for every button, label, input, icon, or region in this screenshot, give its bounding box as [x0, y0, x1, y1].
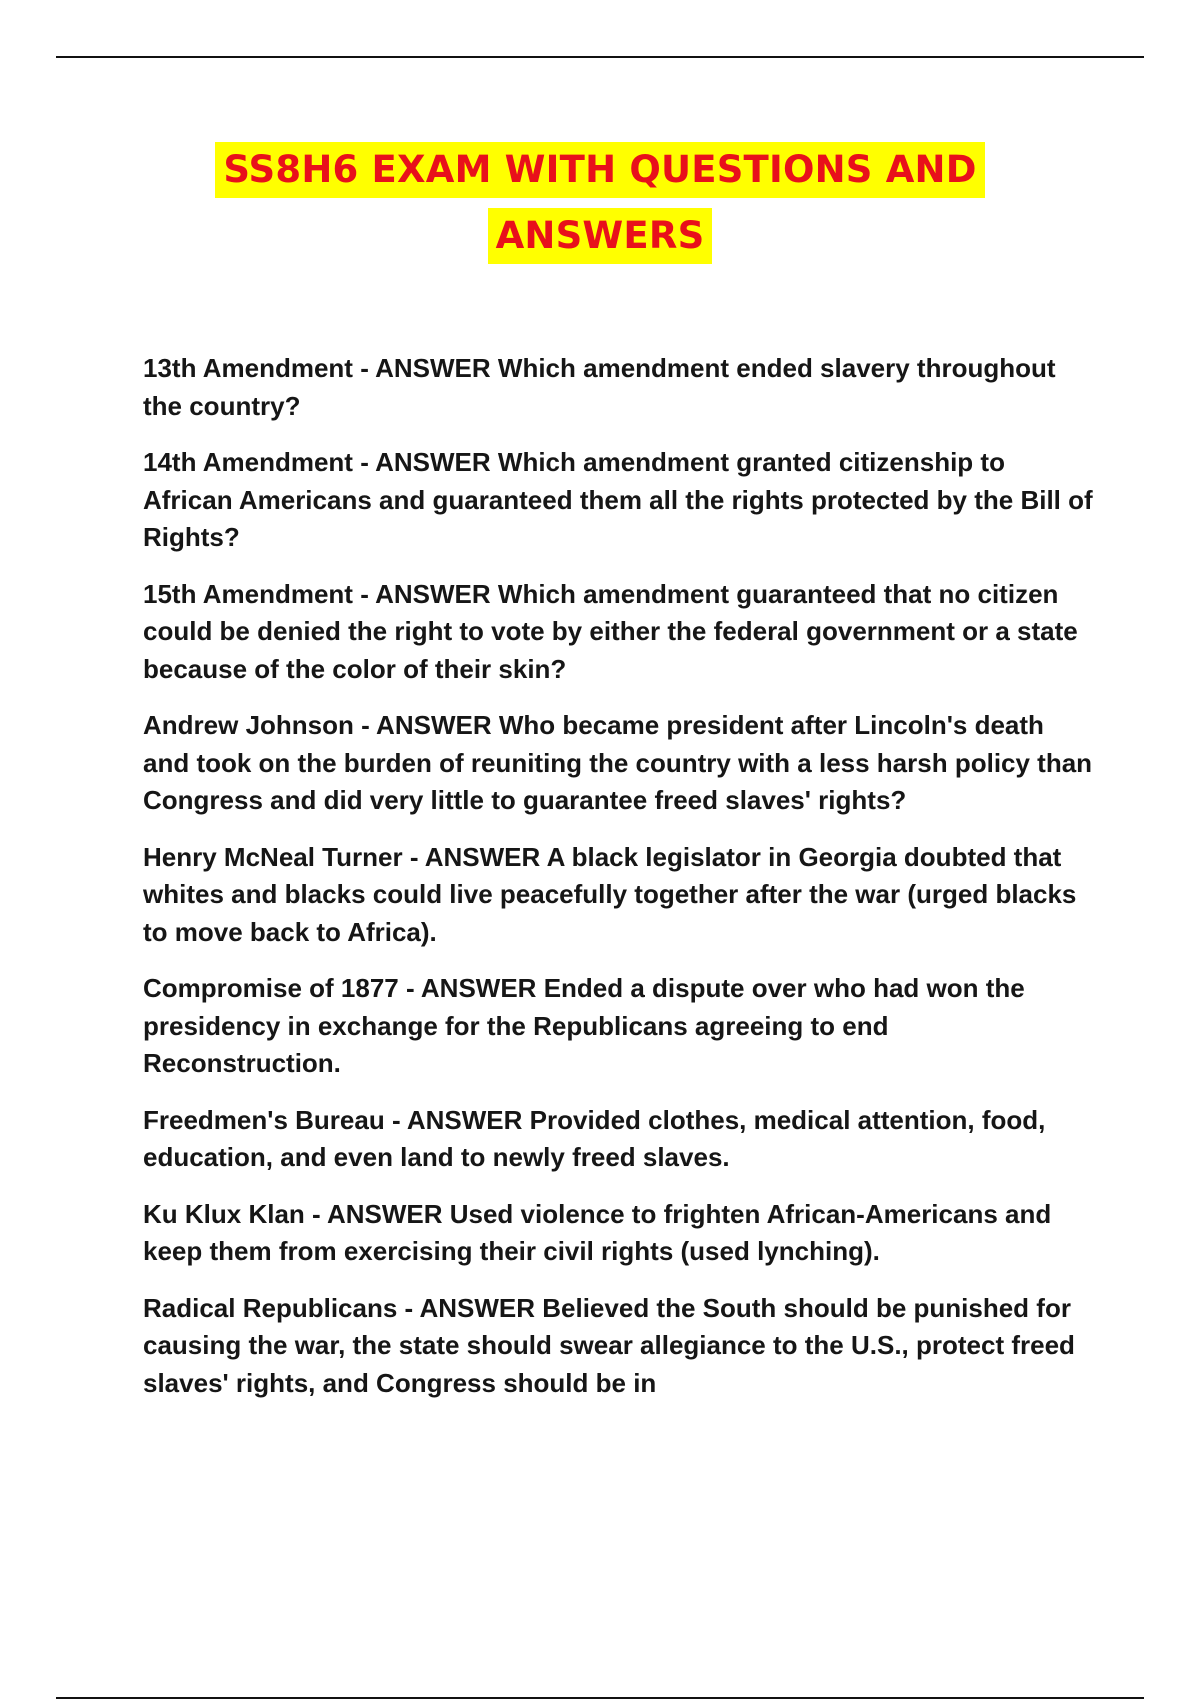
qa-text: Which amendment ended slavery throughout the country?	[143, 353, 1056, 421]
qa-separator: -	[352, 578, 376, 609]
qa-term: Ku Klux Klan	[143, 1198, 305, 1229]
qa-item-andrew-johnson	[143, 707, 1093, 820]
qa-answer-label: ANSWER	[375, 353, 491, 383]
qa-term: 13th Amendment	[143, 353, 353, 383]
qa-text: Who became president after Lincoln's death and took on the burden of reuniting the country with a less harsh policy than Congress and did very little to guarantee freed slaves' rights?	[143, 710, 1093, 815]
qa-answer-label: ANSWER	[406, 1104, 523, 1135]
qa-list	[143, 350, 1093, 1421]
qa-term: 15th Amendment	[143, 578, 353, 609]
qa-item-14th-amendment	[143, 444, 1093, 557]
qa-separator: -	[353, 710, 377, 740]
title-line-1: SS8H6 EXAM WITH QUESTIONS AND	[215, 142, 984, 198]
qa-answer-label: ANSWER	[375, 578, 491, 609]
title-line-2: ANSWERS	[488, 208, 713, 264]
qa-text: Used violence to frighten African-Americans and keep them from exercising their civil rights (used lynching).	[143, 1198, 1052, 1266]
qa-item-compromise-of-1877	[143, 970, 1093, 1083]
qa-item-freedmens-bureau	[143, 1102, 1093, 1177]
qa-answer-label: ANSWER	[376, 710, 492, 740]
qa-text: Provided clothes, medical attention, food, education, and even land to newly freed slaves.	[143, 1104, 1046, 1172]
qa-separator: -	[397, 1292, 420, 1323]
qa-term: 14th Amendment	[143, 447, 353, 477]
qa-item-radical-republicans	[143, 1290, 1093, 1403]
qa-item-ku-klux-klan	[143, 1196, 1093, 1271]
qa-term: Freedmen's Bureau	[143, 1104, 385, 1135]
qa-separator: -	[384, 1104, 407, 1135]
qa-term: Henry McNeal Turner	[143, 841, 403, 872]
qa-separator: -	[304, 1198, 327, 1229]
qa-text: Believed the South should be punished for causing the war, the state should swear allegiance to the U.S., protect freed slaves' rights, and Congress should be in	[143, 1292, 1075, 1398]
qa-item-13th-amendment	[143, 350, 1093, 425]
qa-separator: -	[398, 973, 421, 1003]
qa-separator: -	[352, 447, 376, 477]
qa-separator: -	[402, 841, 425, 872]
qa-term: Radical Republicans	[143, 1292, 398, 1323]
page-title	[0, 142, 1200, 264]
qa-text: Ended a dispute over who had won the presidency in exchange for the Republicans agreeing to end Reconstruction.	[143, 973, 1025, 1078]
qa-text: A black legislator in Georgia doubted that whites and blacks could live peacefully together after the war (urged blacks to move back to Africa).	[143, 841, 1077, 947]
qa-answer-label: ANSWER	[424, 841, 541, 872]
qa-separator: -	[352, 353, 376, 383]
qa-term: Andrew Johnson	[143, 710, 354, 740]
qa-text: Which amendment granted citizenship to African Americans and guaranteed them all the rights protected by the Bill of Rights?	[143, 447, 1093, 552]
qa-answer-label: ANSWER	[420, 973, 537, 1003]
qa-term: Compromise of 1877	[143, 973, 399, 1003]
qa-item-henry-mcneal-turner	[143, 839, 1093, 952]
top-rule	[56, 56, 1144, 58]
qa-answer-label: ANSWER	[326, 1198, 443, 1229]
qa-answer-label: ANSWER	[419, 1292, 536, 1323]
qa-answer-label: ANSWER	[375, 447, 491, 477]
bottom-rule	[56, 1697, 1144, 1699]
qa-item-15th-amendment	[143, 576, 1093, 689]
qa-text: Which amendment guaranteed that no citizen could be denied the right to vote by either the federal government or a state because of the color of their skin?	[143, 578, 1078, 684]
